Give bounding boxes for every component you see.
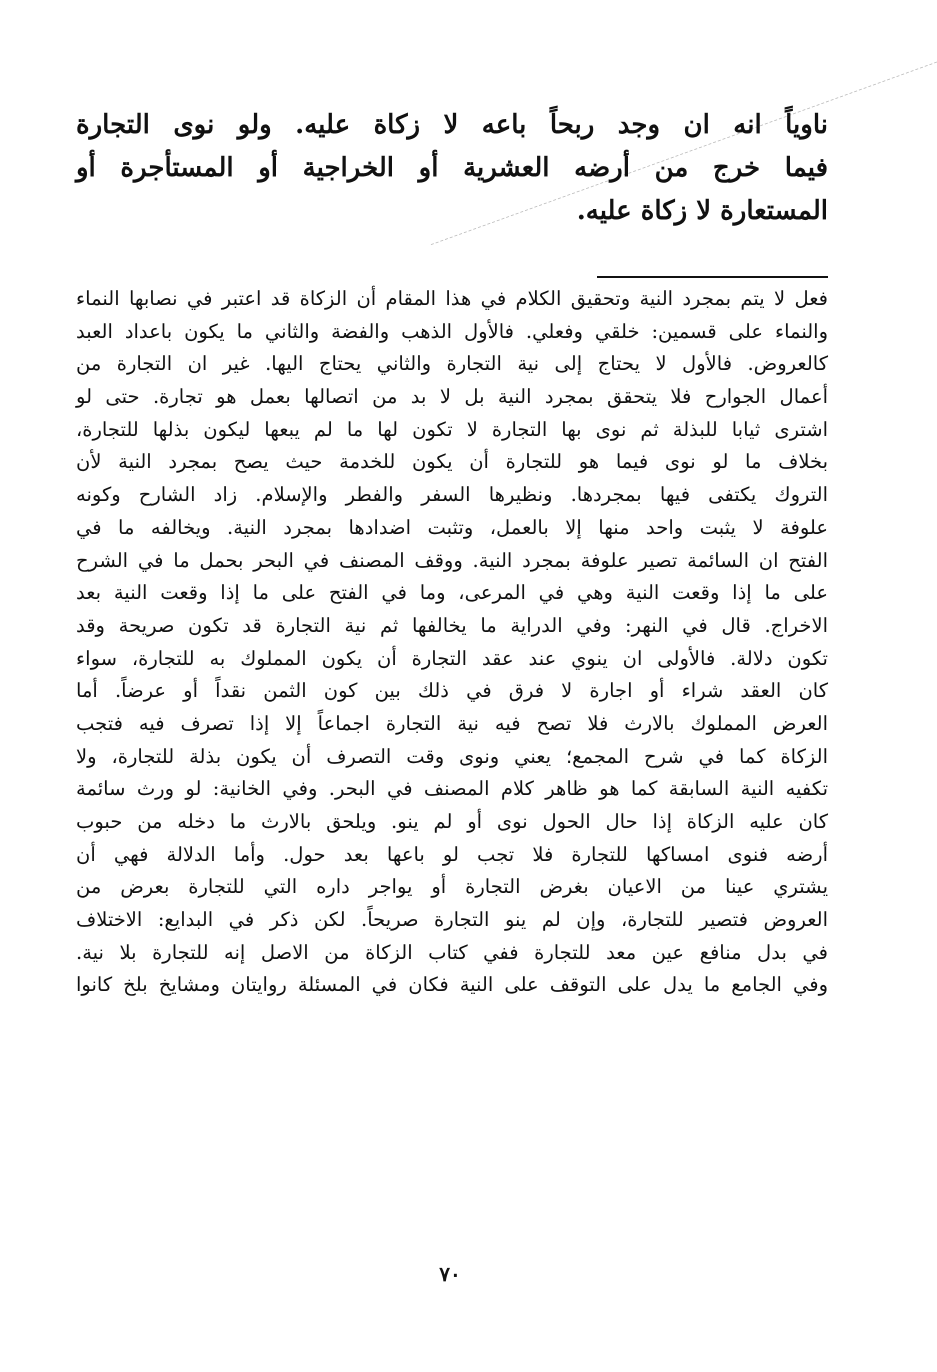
- footnote-line: علوفة لا يثبت واحد منها إلا بالعمل، وتثبت اضدادها بمجرد النية. ويخالفه ما في: [76, 515, 828, 539]
- footnote-line: يشتري عينا من الاعيان بغرض التجارة أو يواجر داره التي للتجارة بعرض من: [76, 875, 828, 899]
- footnote-line: أعمال الجوارح فلا يتحقق بمجرد النية بل لا بد من اتصالها بعمل هو تجارة. حتى لو: [76, 385, 828, 409]
- main-text-line: ناوياً انه ان وجد ربحاً باعه لا زكاة عليه. ولو نوى التجارة: [76, 110, 828, 140]
- footnote-line: الفتح ان السائمة تصير علوفة بمجرد النية. ووقف المصنف في البحر بحمل ما في الشرح: [76, 548, 828, 572]
- footnote-line: العروض فتصير للتجارة، وإن لم ينو التجارة صريحاً. لكن ذكر في البدايع: الاختلاف: [76, 908, 828, 932]
- footnote-line: كان العقد شراء أو اجارة لا فرق في ذلك بين كون الثمن نقداً أو عرضاً. أما: [76, 679, 828, 703]
- footnotes: [76, 283, 828, 1002]
- footnote-line: الاخراج. قال في النهر: وفي الدراية ما يخالفها ثم نية التجارة قد تكون صريحة وقد: [76, 613, 828, 637]
- footnote-line: التروك يكتفى فيها بمجردها. ونظيرها السفر والفطر والإسلام. زاد الشارح وكونه: [76, 483, 828, 507]
- main-text: [76, 104, 828, 233]
- footnote-line: تكفيه النية السابقة كما هو ظاهر كلام المصنف في البحر. وفي الخانية: لو ورث سائمة: [76, 777, 828, 801]
- footnote-line: كالعروض. فالأول لا يحتاج إلى نية التجارة والثاني يحتاج اليها. غير ان التجارة من: [76, 352, 828, 376]
- footnote-line: العرض المملوك بالارث فلا تصح فيه نية التجارة اجماعاً إلا إذا تصرف فيه فتجب: [76, 711, 828, 735]
- footnote-line: وفي الجامع ما يدل على التوقف على النية فكان في المسئلة روايتان ومشايخ بلخ كانوا: [76, 973, 828, 997]
- footnote-line: بخلاف ما لو نوى فيما هو للتجارة أن يكون للخدمة حيث يصح بمجرد النية لأن: [76, 450, 828, 474]
- footnote-line: كان عليه الزكاة إذا حال الحول نوى أو لم ينو. ويلحق بالارث ما دخله من حبوب: [76, 810, 828, 833]
- footnote-line: الزكاة كما في شرح المجمع؛ يعني ونوى وقت التصرف أن يكون بذلة للتجارة، ولا: [76, 744, 828, 768]
- footnote-line: تكون دلالة. فالأولى ان ينوي عند عقد التجارة أن يكون المملوك به للتجارة، سواء: [76, 646, 828, 670]
- footnote-line: فعل لا يتم بمجرد النية وتحقيق الكلام في هذا المقام أن الزكاة قد اعتبر في نصابها النماء: [76, 287, 828, 310]
- main-text-line: المستعارة لا زكاة عليه.: [576, 196, 828, 226]
- footnote-separator: [597, 276, 828, 278]
- footnote-line: أرضه فنوى امساكها للتجارة فلا تجب لو باعها بعد حول. وأما الدلالة فهي أن: [76, 842, 828, 866]
- footnote-line: والنماء على قسمين: خلقي وفعلي. فالأول الذهب والفضة والثاني ما يكون باعداد العبد: [76, 319, 828, 343]
- footnote-line: اشترى ثيابا للبذلة ثم نوى بها التجارة لا تكون لها ما لم يبعها ليكون بذلها للتجارة،: [76, 417, 828, 441]
- footnote-line: في بدل منافع عين معد للتجارة ففي كتاب الزكاة من الاصل إنه للتجارة بلا نية.: [76, 940, 828, 964]
- page-number: ٧٠: [439, 1262, 461, 1286]
- main-text-line: فيما خرج من أرضه العشرية أو الخراجية أو المستأجرة أو: [76, 153, 828, 183]
- footnote-line: على ما إذا وقعت النية وهي في المرعى، وما في الفتح على ما إذا وقعت النية بعد: [76, 581, 828, 605]
